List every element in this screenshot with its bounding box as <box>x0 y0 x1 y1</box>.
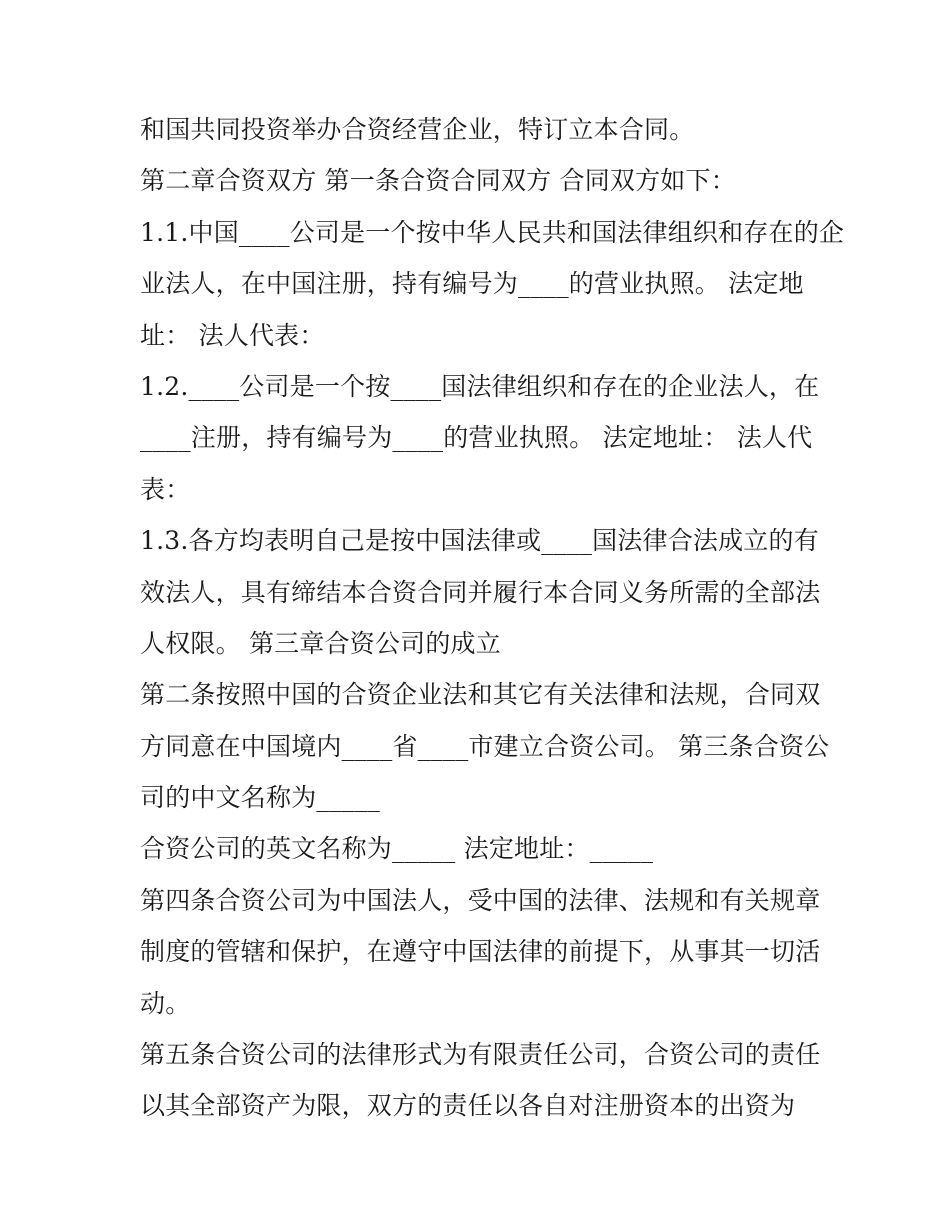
text-line: 表： <box>140 474 191 504</box>
text-line: ____注册，持有编号为____的营业执照。 法定地址： 法人代 <box>140 423 813 453</box>
document-body <box>140 104 845 1132</box>
text-line: 以其全部资产为限，双方的责任以各自对注册资本的出资为 <box>140 1091 796 1121</box>
text-line: 动。 <box>140 988 191 1018</box>
text-line: 第四条合资公司为中国法人，受中国的法律、法规和有关规章 <box>140 885 821 915</box>
text-line: 效法人，具有缔结本合资合同并履行本合同义务所需的全部法 <box>140 577 821 607</box>
text-line: 合资公司的英文名称为_____ 法定地址：_____ <box>140 834 654 864</box>
text-line: 司的中文名称为_____ <box>140 783 380 813</box>
text-line: 第二条按照中国的合资企业法和其它有关法律和法规，合同双 <box>140 680 821 710</box>
text-line: 人权限。 第三章合资公司的成立 <box>140 628 501 658</box>
text-line: 1.3.各方均表明自己是按中国法律或____国法律合法成立的有 <box>140 526 819 556</box>
text-line: 址： 法人代表： <box>140 320 325 350</box>
text-line: 制度的管辖和保护，在遵守中国法律的前提下，从事其一切活 <box>140 937 821 967</box>
text-line: 和国共同投资举办合资经营企业，特订立本合同。 <box>140 115 695 144</box>
text-line: 1.1.中国____公司是一个按中华人民共和国法律组织和存在的企 <box>140 217 845 247</box>
text-line: 第五条合资公司的法律形式为有限责任公司，合资公司的责任 <box>140 1040 821 1070</box>
text-line: 第二章合资双方 第一条合资合同双方 合同双方如下： <box>140 166 736 196</box>
text-line: 业法人，在中国注册，持有编号为____的营业执照。 法定地 <box>140 269 804 299</box>
text-line: 1.2.____公司是一个按____国法律组织和存在的企业法人，在 <box>140 371 820 401</box>
text-line: 方同意在中国境内____省____市建立合资公司。 第三条合资公 <box>140 731 830 761</box>
